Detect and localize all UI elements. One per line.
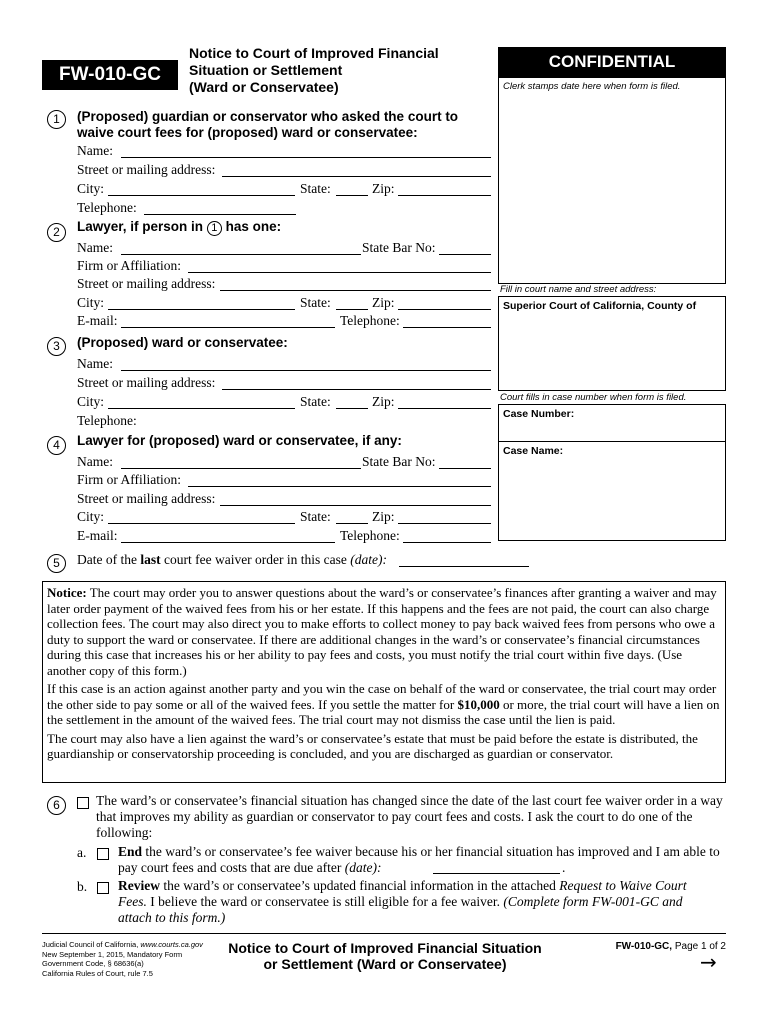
s4-state-bar-label: State Bar No: xyxy=(362,454,436,469)
s6-a-checkbox[interactable] xyxy=(97,848,109,860)
section-4-heading: Lawyer for (proposed) ward or conservatee, if any: xyxy=(77,433,402,448)
section-2-heading-post: has one: xyxy=(225,219,282,234)
s2-city-label: City: xyxy=(77,295,105,310)
form-title xyxy=(189,45,489,96)
s6-b-bold: Review xyxy=(118,878,160,893)
footer-line4: California Rules of Court, rule 7.5 xyxy=(42,968,153,978)
s6-b-ital1: Request to Waive Court Fees. xyxy=(118,878,687,909)
form-title-line3: (Ward or Conservatee) xyxy=(189,79,339,95)
s1-state-label: State: xyxy=(300,181,331,196)
section-1-heading xyxy=(77,109,458,141)
s4-telephone-label: Telephone: xyxy=(340,528,400,543)
case-number-label: Case Number: xyxy=(503,408,575,420)
s1-name-field[interactable] xyxy=(121,157,491,158)
section-2-heading-pre: Lawyer, if person in xyxy=(77,219,204,234)
s2-firm-field[interactable] xyxy=(188,272,491,273)
footer-line3: Government Code, § 68636(a) xyxy=(42,959,144,968)
s2-city-field[interactable] xyxy=(108,309,295,310)
s1-street-field[interactable] xyxy=(222,176,491,177)
s2-firm-label: Firm or Affiliation: xyxy=(77,258,181,273)
case-number-note: Court fills in case number when form is filed. xyxy=(500,392,687,403)
footer-form-id: FW-010-GC, xyxy=(615,941,673,952)
s1-name-label: Name: xyxy=(77,143,113,158)
footer-rule xyxy=(42,933,726,934)
s6-a-date-field[interactable] xyxy=(433,873,560,874)
court-name-label: Superior Court of California, County of xyxy=(503,300,697,312)
s2-street-label: Street or mailing address: xyxy=(77,276,216,291)
footer-line1: Judicial Council of California, www.courts.ca.gov xyxy=(42,940,203,949)
clerk-stamp-box xyxy=(498,77,726,284)
s3-street-field[interactable] xyxy=(222,389,491,390)
form-title-line1: Notice to Court of Improved Financial xyxy=(189,45,439,61)
s4-street-label: Street or mailing address: xyxy=(77,491,216,506)
footer-citation xyxy=(42,940,222,978)
s4-firm-label: Firm or Affiliation: xyxy=(77,472,181,487)
s1-telephone-label: Telephone: xyxy=(77,200,137,215)
section-3-heading: (Proposed) ward or conservatee: xyxy=(77,335,288,350)
s5-text-bold: last xyxy=(140,552,161,567)
section-2-number: 2 xyxy=(47,223,66,242)
footer-page: Page 1 of 2 xyxy=(674,941,726,952)
form-id-badge: FW-010-GC xyxy=(42,60,178,90)
s3-state-field[interactable] xyxy=(336,408,368,409)
s5-text-post: court fee waiver order in this case xyxy=(163,552,347,567)
s6-a-text xyxy=(118,844,726,876)
s6-b-ital2: (Complete form FW-001-GC and attach to this form.) xyxy=(118,894,683,925)
notice-p2-bold: $10,000 xyxy=(457,696,500,712)
s4-city-label: City: xyxy=(77,509,105,524)
s6-b-body: the ward’s or conservatee’s updated financial information in the attached xyxy=(163,878,556,893)
s1-street-label: Street or mailing address: xyxy=(77,162,216,177)
section-2-heading-ref: 1 xyxy=(207,221,222,236)
s2-telephone-field[interactable] xyxy=(403,327,491,328)
notice-p1-bold: Notice: xyxy=(47,585,87,600)
s2-state-label: State: xyxy=(300,295,331,310)
s2-zip-field[interactable] xyxy=(398,309,491,310)
s3-city-field[interactable] xyxy=(108,408,295,409)
s2-state-field[interactable] xyxy=(336,309,368,310)
footer-line2: New September 1, 2015, Mandatory Form xyxy=(42,949,183,959)
s6-a-end: . xyxy=(562,860,566,875)
s3-city-label: City: xyxy=(77,394,105,409)
s2-name-label: Name: xyxy=(77,240,113,255)
section-1-heading-line1: (Proposed) guardian or conservator who asked the court to xyxy=(77,109,459,124)
section-5-number: 5 xyxy=(47,554,66,573)
s1-city-field[interactable] xyxy=(108,195,295,196)
s3-telephone-label: Telephone: xyxy=(77,413,137,428)
s2-telephone-label: Telephone: xyxy=(340,313,400,328)
s1-zip-label: Zip: xyxy=(372,181,395,196)
s1-city-label: City: xyxy=(77,181,105,196)
clerk-stamp-note: Clerk stamps date here when form is filed. xyxy=(503,81,681,92)
next-page-arrow-icon[interactable]: → xyxy=(700,950,717,974)
footer-title-line2: or Settlement (Ward or Conservatee) xyxy=(263,956,507,972)
section-2-heading xyxy=(77,219,281,236)
s3-street-label: Street or mailing address: xyxy=(77,375,216,390)
notice-p1 xyxy=(47,585,721,678)
section-6-number: 6 xyxy=(47,796,66,815)
s4-state-field[interactable] xyxy=(336,523,368,524)
footer-title-line1: Notice to Court of Improved Financial Situation xyxy=(228,940,542,956)
section-4-number: 4 xyxy=(47,436,66,455)
s3-zip-label: Zip: xyxy=(372,394,395,409)
s6-b-text xyxy=(118,878,718,926)
s3-state-label: State: xyxy=(300,394,331,409)
court-name-note: Fill in court name and street address: xyxy=(500,284,657,295)
s4-street-field[interactable] xyxy=(220,505,491,506)
s6-a-body: the ward’s or conservatee’s fee waiver because his or her financial situation has improved and I am able to pay court fees and costs that are due after xyxy=(118,844,720,875)
footer-title xyxy=(210,940,560,972)
footer-url[interactable]: www.courts.ca.gov xyxy=(140,940,203,949)
s1-state-field[interactable] xyxy=(336,195,368,196)
s4-name-field[interactable] xyxy=(121,468,361,469)
s4-email-field[interactable] xyxy=(121,542,335,543)
s6-b-checkbox[interactable] xyxy=(97,882,109,894)
case-name-box[interactable] xyxy=(498,441,726,541)
notice-p2-post: or more, the trial court will have a lien on the settlement in the amount of the waived fees. The trial court may not dismiss the case until the lien is paid. xyxy=(47,696,720,727)
s4-city-field[interactable] xyxy=(108,523,295,524)
s2-street-field[interactable] xyxy=(220,290,491,291)
s4-email-label: E-mail: xyxy=(77,528,118,543)
s3-zip-field[interactable] xyxy=(398,408,491,409)
s4-telephone-field[interactable] xyxy=(403,542,491,543)
s6-a-ital: (date): xyxy=(344,860,382,875)
s3-name-label: Name: xyxy=(77,356,113,371)
s4-state-bar-field[interactable] xyxy=(439,468,491,469)
notice-p2-pre: If this case is an action against another party and you win the case on behalf of the ward or conservatee, the trial court may order the other side to pay some or all of the waived fees. If you settle the matter for xyxy=(47,681,717,712)
notice-box xyxy=(42,581,726,783)
s4-name-label: Name: xyxy=(77,454,113,469)
s5-date-field[interactable] xyxy=(399,566,529,567)
form-title-line2: Situation or Settlement xyxy=(189,62,343,78)
case-name-label: Case Name: xyxy=(503,445,564,457)
s6-b-label: b. xyxy=(77,879,88,894)
s2-email-field[interactable] xyxy=(121,327,335,328)
s2-state-bar-field[interactable] xyxy=(439,254,491,255)
s6-a-bold: End xyxy=(118,844,143,859)
s2-state-bar-label: State Bar No: xyxy=(362,240,436,255)
s5-text-ital: (date): xyxy=(350,552,388,567)
s3-name-field[interactable] xyxy=(121,370,491,371)
notice-p3: The court may also have a lien against the ward’s or conservatee’s estate that must be paid before the estate is distributed, the guardianship or conservatorship proceeding is concluded, and you are discharged as guardian or conservator. xyxy=(47,730,698,761)
s6-b-body2: I believe the ward or conservatee is still eligible for a fee waiver. xyxy=(150,894,500,909)
s5-text-pre: Date of the xyxy=(77,552,137,567)
case-number-box[interactable] xyxy=(498,404,726,442)
s2-email-label: E-mail: xyxy=(77,313,118,328)
s4-zip-label: Zip: xyxy=(372,509,395,524)
s1-telephone-field[interactable] xyxy=(144,214,296,215)
section-1-number: 1 xyxy=(47,110,66,129)
s2-name-field[interactable] xyxy=(121,254,361,255)
s4-zip-field[interactable] xyxy=(398,523,491,524)
s2-zip-label: Zip: xyxy=(372,295,395,310)
notice-p2 xyxy=(47,681,721,728)
court-name-box[interactable] xyxy=(498,296,726,391)
s6-text: The ward’s or conservatee’s financial situation has changed since the date of the last court fee waiver order in a way that improves my ability as guardian or conservator to pay court fees and costs. I ask the court to do one of the following: xyxy=(96,793,723,840)
s4-firm-field[interactable] xyxy=(188,486,491,487)
section-3-number: 3 xyxy=(47,337,66,356)
s1-zip-field[interactable] xyxy=(398,195,491,196)
section-1-heading-line2: waive court fees for (proposed) ward or conservatee: xyxy=(77,125,418,140)
confidential-banner: CONFIDENTIAL xyxy=(498,47,726,77)
notice-p1-text: The court may order you to answer questions about the ward’s or conservatee’s finances after granting a waiver and may later order payment of the waived fees from his or her estate. If this happens and the fees are not paid, the court can also charge collection fees. The court may also direct you to make efforts to collect money to pay back waived fees from persons who owe a duty to support the ward or conservatee. If there are additional changes in the ward’s or conservatee’s financial circumstances during this case that increases his or her ability to pay fees and costs, you must notify the trial court within five days. (Use another copy of this form.) xyxy=(47,585,717,678)
section-5-text xyxy=(77,552,387,568)
s6-a-label: a. xyxy=(77,845,87,860)
s4-state-label: State: xyxy=(300,509,331,524)
s6-checkbox[interactable] xyxy=(77,797,89,809)
